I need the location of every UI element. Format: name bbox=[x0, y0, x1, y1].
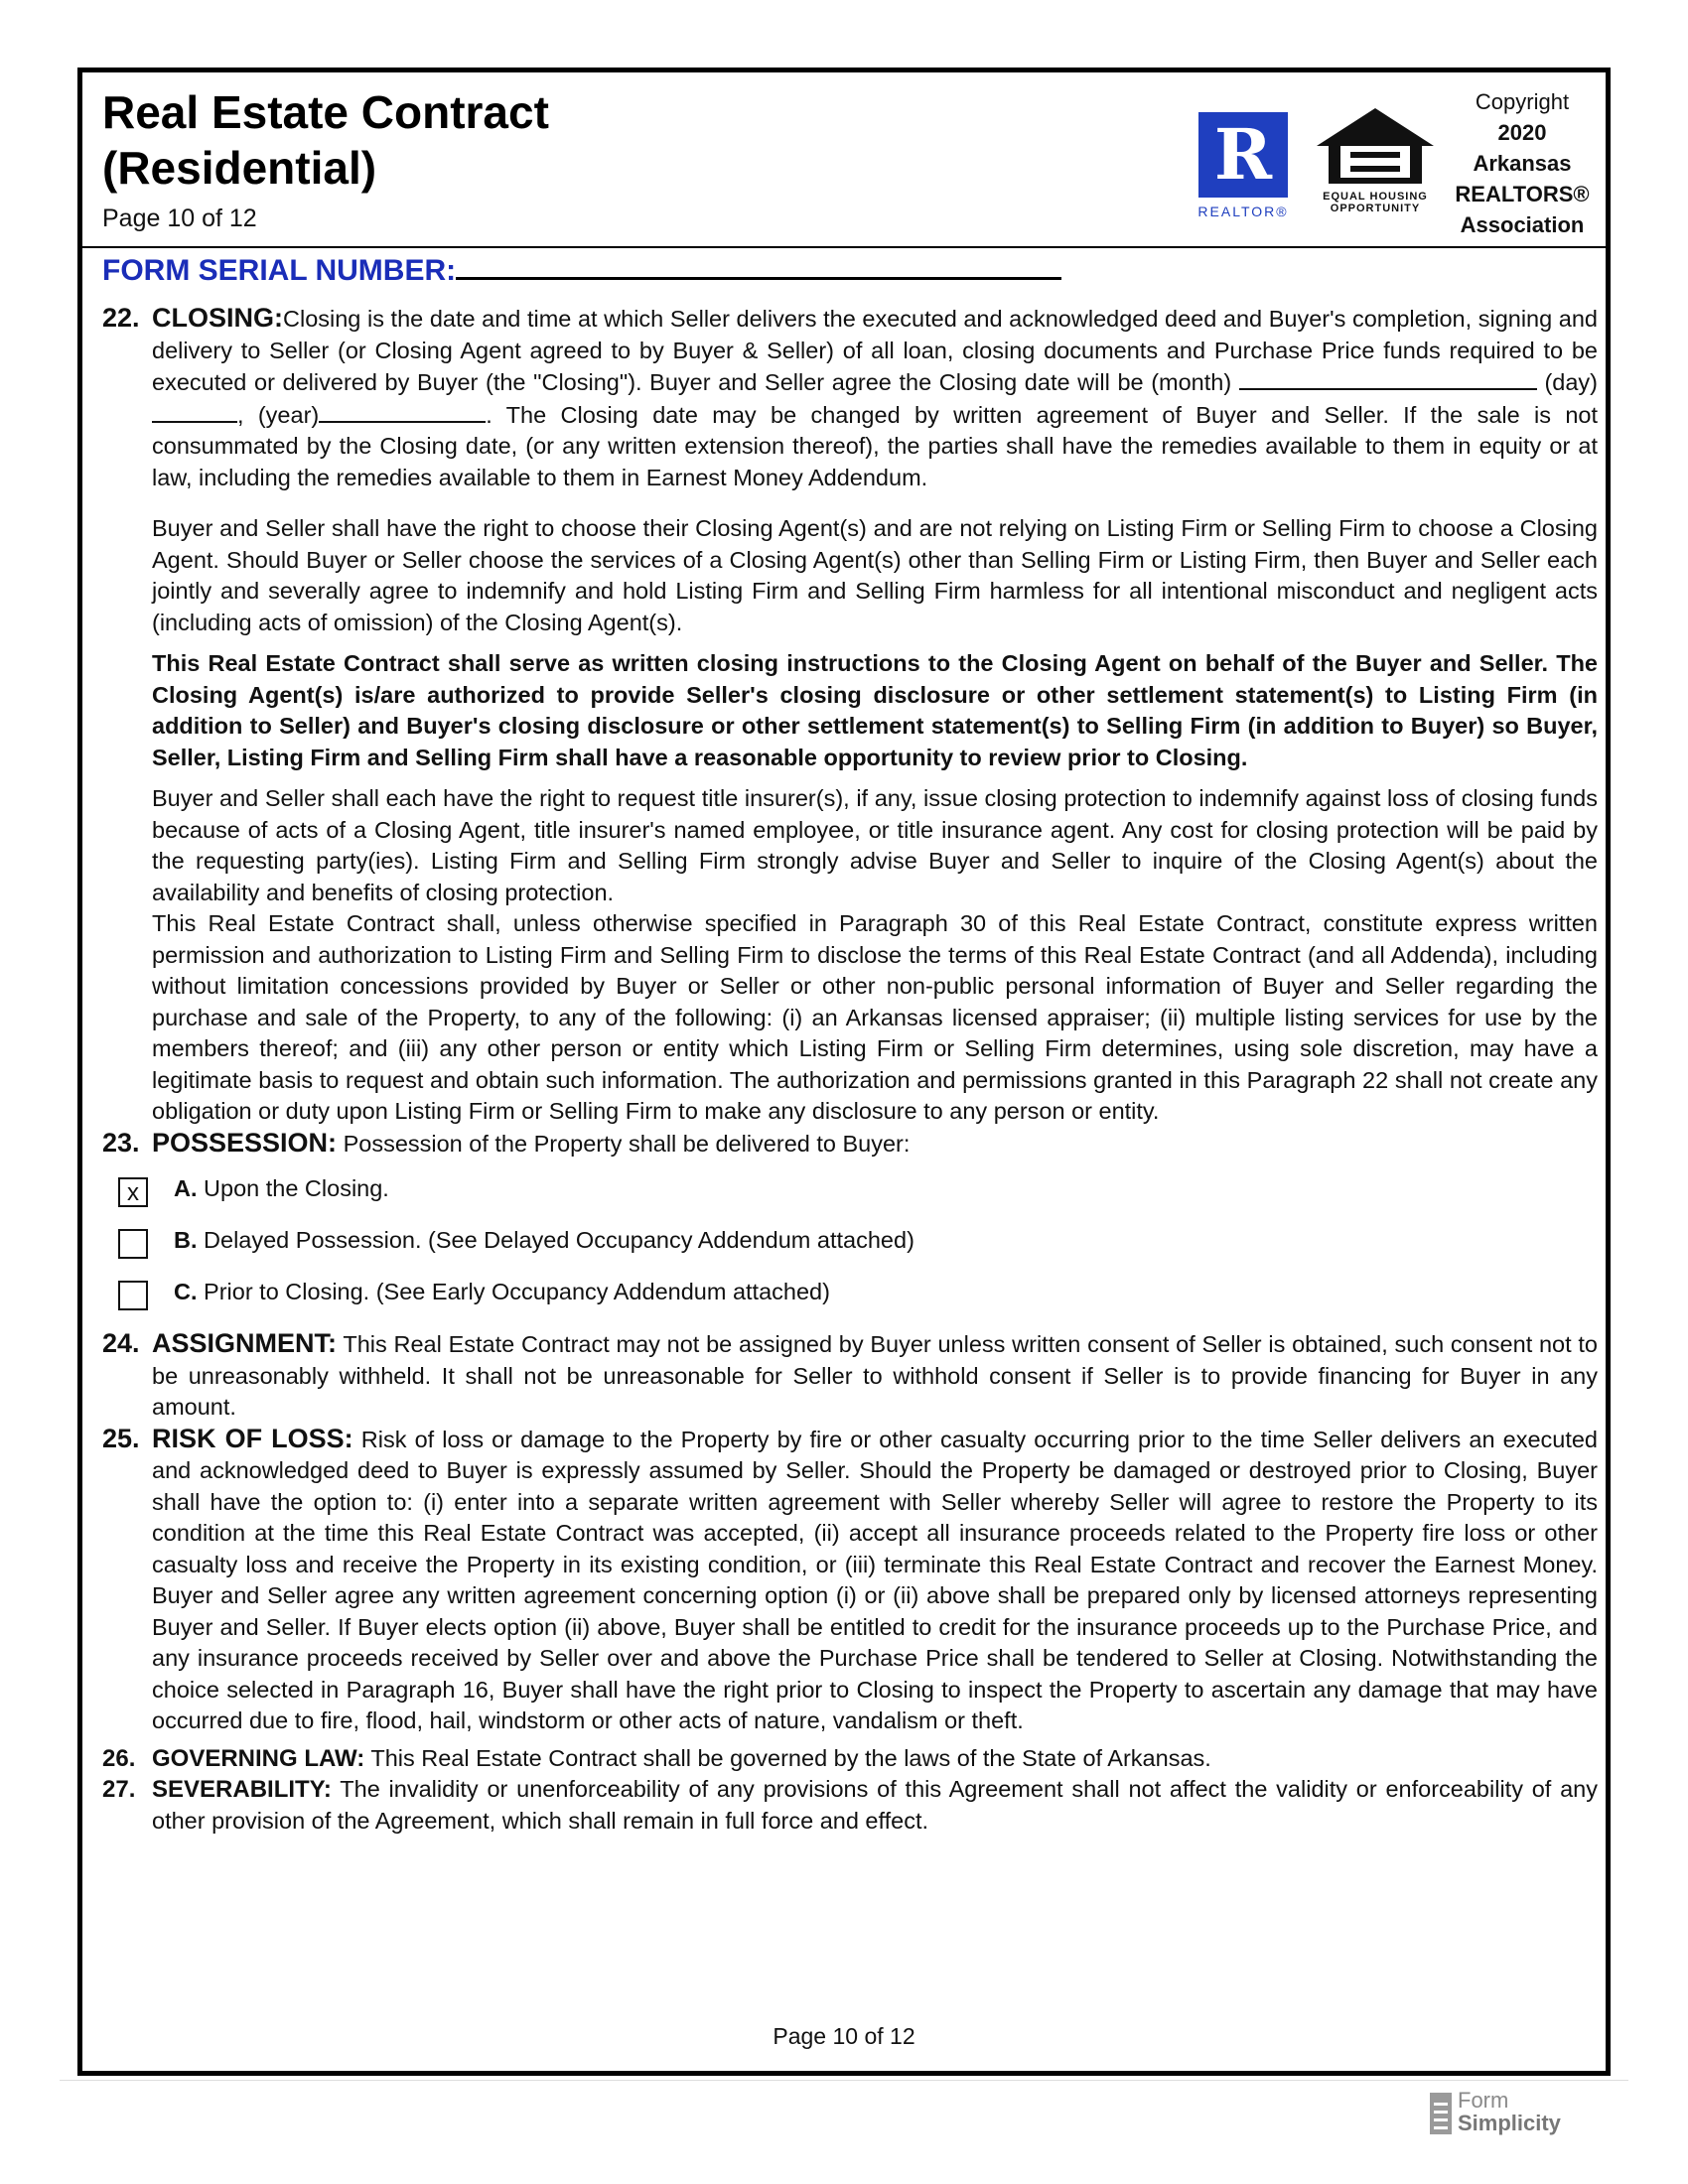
section-22-closing: 22. CLOSING:Closing is the date and time at which Seller delivers the executed and acknowledged deed and Buyer's completion, signing and delivery to Seller (or Closing Agent agreed to by Buyer & Seller) of all loan, closing documents and Purchase Price funds required to be executed or delivered by Buyer (the "Closing"). Buyer and Seller agree the Closing date will be (month) (day), (year) . The Closing date may be changed by written agreement of Buyer and Seller. If the sale is not consummated by the Closing date, (or any written extension thereof), the parties shall have the remedies available to them in equity or at law, including the remedies available to them in Earnest Money Addendum. bbox=[102, 303, 1599, 490]
page-number-footer: Page 10 of 12 bbox=[773, 2023, 915, 2049]
footer-divider bbox=[60, 2080, 1628, 2081]
closing-year-field[interactable] bbox=[319, 399, 486, 423]
possession-option-b: B. Delayed Possession. (See Delayed Occupancy Addendum attached) bbox=[102, 1219, 1598, 1271]
copyright-notice: Copyright 2020 Arkansas REALTORS® Association bbox=[1455, 89, 1590, 237]
form-serial-number: FORM SERIAL NUMBER: bbox=[102, 253, 1061, 288]
possession-options bbox=[102, 1167, 1598, 1322]
realtor-logo: R REALTOR® bbox=[1197, 113, 1289, 219]
checkbox-a[interactable]: x bbox=[118, 1177, 148, 1207]
contract-body bbox=[102, 303, 1598, 1837]
checkbox-b[interactable] bbox=[118, 1229, 148, 1259]
header-divider bbox=[82, 246, 1606, 248]
closing-protection-paragraph: Buyer and Seller shall each have the right to request title insurer(s), if any, issue closing protection to indemnify against loss of closing funds because of acts of a Closing Agent, title insurer's named employee, or title insurance agent. Any cost for closing protection will be paid by the requesting party(ies). Listing Firm and Selling Firm strongly advise Buyer and Seller to inquire of the Closing Agent(s) about the availability and benefits of closing protection. bbox=[152, 785, 1598, 905]
closing-day-field[interactable] bbox=[152, 399, 237, 423]
closing-month-field[interactable] bbox=[1239, 366, 1537, 390]
closing-agent-paragraph: Buyer and Seller shall have the right to choose their Closing Agent(s) and are not relying on Listing Firm or Selling Firm to choose a Closing Agent. Should Buyer or Seller choose the services of a Closing Agent(s) other than Selling Firm or Listing Firm, then Buyer and Seller each jointly and severally agree to indemnify and hold Listing Firm and Selling Firm harmless for all intentional misconduct and negligent acts (including acts of omission) of the Closing Agent(s). bbox=[152, 515, 1598, 635]
possession-option-c: C. Prior to Closing. (See Early Occupancy Addendum attached) bbox=[102, 1271, 1598, 1322]
form-simplicity-logo: Form Simplicity bbox=[1430, 2089, 1589, 2138]
form-serial-input[interactable] bbox=[456, 253, 1061, 280]
document-icon bbox=[1430, 2093, 1452, 2134]
closing-instructions-paragraph: This Real Estate Contract shall serve as written closing instructions to the Closing Agent on behalf of the Buyer and Seller. The Closing Agent(s) is/are authorized to provide Seller's closing disclosure or other settlement statement(s) to Listing Firm (in addition to Seller) and Buyer's closing disclosure or other settlement statement(s) to Selling Firm (in addition to Buyer) so Buyer, Seller, Listing Firm and Selling Firm shall have a reasonable opportunity to review prior to Closing. bbox=[152, 650, 1598, 770]
equal-housing-icon: EQUAL HOUSING OPPORTUNITY bbox=[1306, 104, 1445, 214]
section-25-risk-of-loss: 25. RISK OF LOSS: Risk of loss or damage to the Property by fire or other casualty occurring prior to the time Seller delivers an executed and acknowledged deed to Buyer is expressly assumed by Seller. Should the Property be damaged or destroyed prior to Closing, Buyer shall have the option to: (i) enter into a separate written agreement with Seller whereby Seller will agree to restore the Property to its condition at the time this Real Estate Contract was accepted, (ii) accept all insurance proceeds related to the Property fire loss or other casualty loss and receive the Property in its existing condition, or (iii) terminate this Real Estate Contract and recover the Earnest Money. Buyer and Seller agree any written agreement concerning option (i) or (ii) above shall be prepared only by licensed attorneys representing Buyer and Seller. If Buyer elects option (ii) above, Buyer shall be entitled to credit for the insurance proceeds up to the Purchase Price, and any insurance proceeds received by Seller over and above the Purchase Price shall be tendered to Seller at Closing. Notwithstanding the choice selected in Paragraph 16, Buyer shall have the right prior to Closing to inspect the Property to ascertain any damage that may have occurred due to fire, flood, hail, windstorm or other acts of nature, vandalism or theft. bbox=[102, 1423, 1598, 1733]
contract-page-frame bbox=[77, 68, 1611, 2076]
section-26-governing-law: 26. GOVERNING LAW: This Real Estate Contract shall be governed by the laws of the State of Arkansas. bbox=[102, 1744, 1211, 1772]
section-27-severability: 27. SEVERABILITY: The invalidity or unenforceability of any provisions of this Agreement shall not affect the validity or enforceability of any other provision of the Agreement, which shall remain in full force and effect. bbox=[102, 1776, 1598, 1834]
section-23-possession: 23. POSSESSION: Possession of the Property shall be delivered to Buyer: bbox=[102, 1127, 911, 1158]
checkbox-c[interactable] bbox=[118, 1281, 148, 1310]
page-title: Real Estate Contract (Residential) bbox=[102, 86, 549, 194]
page-number-top: Page 10 of 12 bbox=[102, 205, 257, 232]
disclosure-authorization-paragraph: This Real Estate Contract shall, unless otherwise specified in Paragraph 30 of this Real Estate Contract, constitute express written permission and authorization to Listing Firm and Selling Firm to disclose the terms of this Real Estate Contract (and all Addenda), including without limitation concessions provided by Buyer or Seller or other non-public personal information of Buyer and Seller regarding the purchase and sale of the Property, to any of the following: (i) an Arkansas licensed appraiser; (ii) multiple listing services for use by the members thereof; and (iii) any other person or entity which Listing Firm or Selling Firm determines, using sole discretion, may have a legitimate basis to request and obtain such information. The authorization and permissions granted in this Paragraph 22 shall not create any obligation or duty upon Listing Firm or Selling Firm to make any disclosure to any person or entity. bbox=[152, 910, 1598, 1124]
possession-option-a: x A. Upon the Closing. bbox=[102, 1167, 1598, 1219]
section-24-assignment: 24. ASSIGNMENT: This Real Estate Contract may not be assigned by Buyer unless written consent of Seller is obtained, such consent not to be unreasonably withheld. It shall not be unreasonable for Seller to withhold consent if Seller is to provide financing for Buyer in any amount. bbox=[102, 1328, 1598, 1420]
